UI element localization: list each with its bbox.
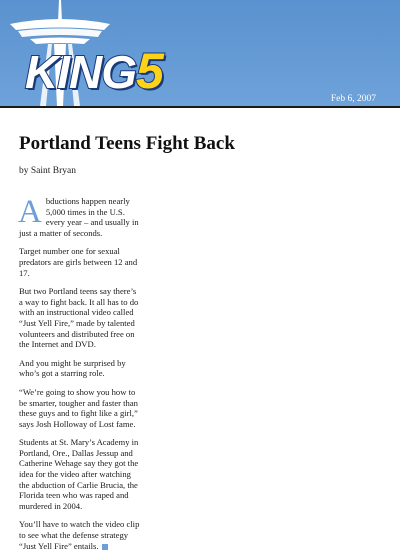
article-paragraph-6: Students at St. Mary’s Academy in Portland, Ore., Dallas Jessup and Catherine Wehage say they got the idea for the video after watching the abduction of Carlie Brucia, the Florida teen who was raped and murdered in 2004. <box>19 437 139 511</box>
article-title: Portland Teens Fight Back <box>19 133 235 154</box>
article-paragraph-3: But two Portland teens say there’s a way to fight back. It all has to do with an instructional video called “Just Yell Fire,” made by talented volunteers and distributed free on the Internet and DVD. <box>19 286 139 350</box>
article-paragraph-1 <box>19 196 141 238</box>
king5-logo <box>25 42 164 100</box>
article-byline: by Saint Bryan <box>19 166 76 176</box>
article-paragraph-7 <box>19 519 141 551</box>
logo-number: 5 <box>136 43 164 99</box>
publish-date: Feb 6, 2007 <box>330 94 376 104</box>
article-paragraph-2: Target number one for sexual predators are girls between 12 and 17. <box>19 246 138 278</box>
paragraph-text: bductions happen nearly 5,000 times in the U.S. every year – and usually in just a matter of seconds. <box>19 196 139 238</box>
article-body <box>19 196 141 559</box>
logo-text: KING <box>25 46 136 98</box>
end-square-icon <box>102 544 108 550</box>
article-paragraph-4: And you might be surprised by who’s got a starring role. <box>19 357 126 379</box>
masthead <box>0 0 400 106</box>
paragraph-text: You’ll have to watch the video clip to see what the defense strategy “Just Yell Fire” entails. <box>19 519 140 551</box>
article-paragraph-5: “We’re going to show you how to be smarter, tougher and faster than these guys and to fight like a girl,” says Josh Holloway of Lost fame. <box>19 386 138 429</box>
drop-cap: A <box>18 194 42 230</box>
masthead-divider <box>0 106 400 108</box>
